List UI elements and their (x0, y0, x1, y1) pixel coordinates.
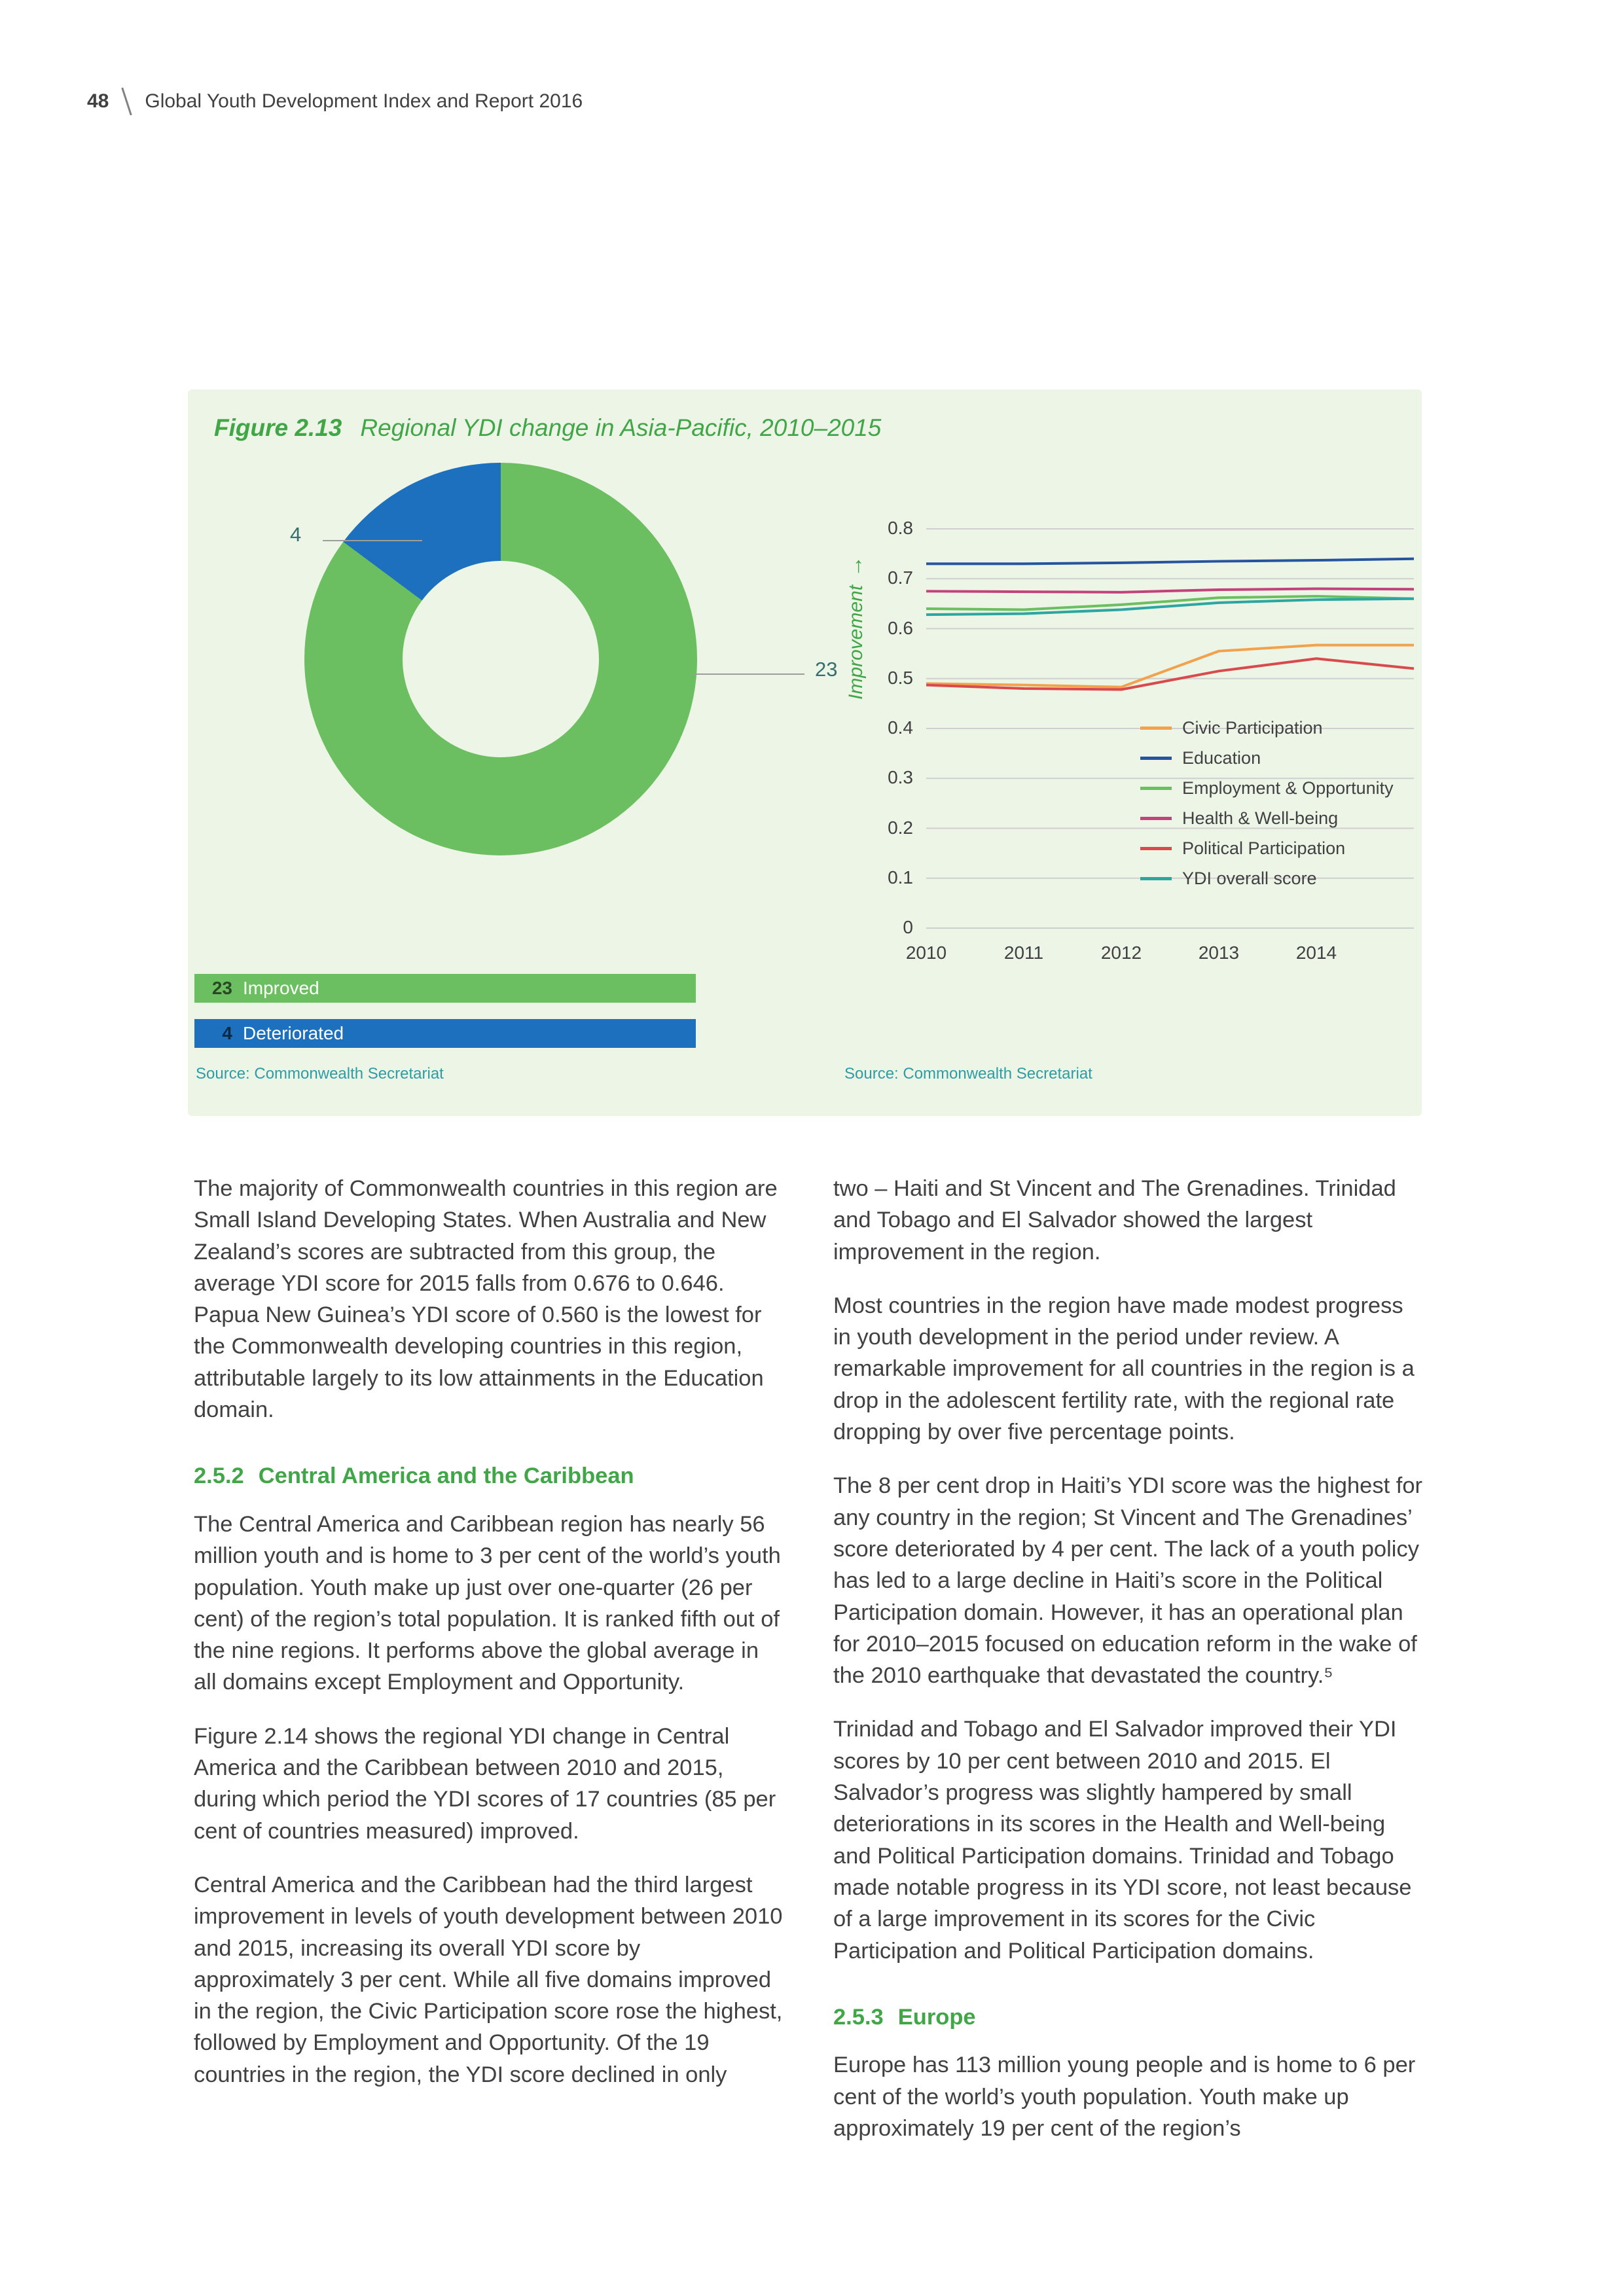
legend-item (1140, 833, 1394, 863)
series-line-health-well-being (926, 589, 1414, 592)
y-tick-label: 0 (903, 917, 913, 937)
page-number: 48 (87, 90, 109, 112)
legend-item (1140, 713, 1394, 743)
deteriorated-label: Deteriorated (243, 1023, 344, 1043)
paragraph: Figure 2.14 shows the regional YDI change in Central America and the Caribbean between 2010 and 2015, during which period the YDI scores of 17 countries (85 per cent of countries measured) improved. (194, 1723, 776, 1844)
paragraph: Most countries in the region have made modest progress in youth development in the period under review. A remarkable improvement for all countries in the region is a drop in the adolescent fertility rate, with the regional rate dropping by over five percentage points. (833, 1293, 1415, 1445)
legend-item (1140, 743, 1394, 773)
paragraph: Trinidad and Tobago and El Salvador improved their YDI scores by 10 per cent between 2010 and 2015. El Salvador’s progress was slightly hampered by small deteriorations in its scores in the Health and Well-being and Political Participation domains. Trinidad and Tobago made notable progress in its YDI score, not least because of a large improvement in its scores for the Civic Participation and Political Participation domains. (833, 1717, 1412, 1964)
page-header (87, 87, 583, 116)
donut-callout-deteriorated: 4 (290, 523, 302, 546)
right-column (833, 1173, 1424, 2166)
paragraph: Central America and the Caribbean had the third largest improvement in levels of youth development between 2010 and 2015, increasing its overall YDI score by approximately 3 per cent. While all five domains improved in the region, the Civic Participation score rose the highest, followed by Employment and Opportunity. Of the 19 countries in the region, the YDI score declined in only (194, 1872, 783, 2087)
y-tick-label: 0.7 (888, 567, 913, 588)
legend-line-swatch (1140, 787, 1172, 790)
y-tick-label: 0.3 (888, 767, 913, 788)
y-tick-label: 0.5 (888, 667, 913, 688)
section-heading-2-5-2 (194, 1461, 785, 1492)
section-number: 2.5.2 (194, 1463, 244, 1489)
figure-number: Figure 2.13 (214, 414, 342, 441)
donut-callout-line (693, 673, 804, 675)
legend-item (1140, 773, 1394, 803)
paragraph: two – Haiti and St Vincent and The Grenadines. Trinidad and Tobago and El Salvador showed the largest improvement in the region. (833, 1176, 1396, 1265)
legend-line-swatch (1140, 847, 1172, 850)
x-tick-label: 2012 (1100, 942, 1142, 963)
legend-line-swatch (1140, 726, 1172, 730)
legend-label: Employment & Opportunity (1182, 778, 1394, 798)
paragraph: Europe has 113 million young people and is home to 6 per cent of the world’s youth population. Youth make up approximately 19 per cent of the region’s (833, 2053, 1416, 2141)
donut-source: Source: Commonwealth Secretariat (196, 1065, 444, 1083)
donut-callout-line (323, 540, 422, 541)
legend-line-swatch (1140, 817, 1172, 820)
y-tick-label: 0.1 (888, 867, 913, 888)
figure-2-13-panel (188, 389, 1422, 1116)
y-tick-label: 0.2 (888, 817, 913, 838)
deteriorated-count: 4 (222, 1023, 232, 1043)
legend-item (1140, 863, 1394, 893)
legend-line-swatch (1140, 877, 1172, 880)
legend-line-swatch (1140, 757, 1172, 760)
donut-chart (304, 463, 697, 855)
x-tick-labels (905, 942, 1414, 971)
donut-callout-improved: 23 (815, 658, 838, 681)
improvement-arrow-icon: → (842, 555, 867, 577)
paragraph: The Central America and Caribbean region has nearly 56 million youth and is home to 3 per cent of the world’s youth population. Youth make up just over one-quarter (26 per cent) of the region’s total population. It is ranked fifth out of the nine regions. It performs above the global average in all domains except Employment and Opportunity. (194, 1511, 781, 1695)
y-tick-label: 0.8 (888, 518, 913, 538)
legend-label: Political Participation (1182, 838, 1346, 858)
section-title: Europe (897, 2004, 976, 2030)
legend-bar-improved (194, 974, 696, 1003)
legend-label: Civic Participation (1182, 717, 1323, 738)
y-axis-label-text: Improvement (845, 584, 867, 700)
section-title: Central America and the Caribbean (258, 1463, 634, 1489)
improved-label: Improved (243, 978, 319, 998)
y-tick-labels (853, 518, 913, 937)
legend-label: Health & Well-being (1182, 808, 1339, 828)
left-column (194, 1173, 785, 2113)
improved-count: 23 (211, 978, 232, 998)
paragraph: The majority of Commonwealth countries in this region are Small Island Developing States. When Australia and New Zealand’s scores are subtracted from this group, the average YDI score for 2015 falls from 0.676 to 0.646. Papua New Guinea’s YDI score of 0.560 is the lowest for the Commonwealth developing countries in this region, attributable largely to its low attainments in the Education domain. (194, 1176, 778, 1423)
section-number: 2.5.3 (833, 2004, 884, 2030)
x-tick-label: 2010 (905, 942, 947, 963)
running-header-title: Global Youth Development Index and Report 2016 (145, 90, 583, 112)
legend-item (1140, 803, 1394, 833)
figure-caption: Regional YDI change in Asia-Pacific, 2010–2015 (360, 414, 882, 441)
series-line-education (926, 559, 1414, 564)
legend-label: YDI overall score (1182, 868, 1317, 888)
paragraph: The 8 per cent drop in Haiti’s YDI score was the highest for any country in the region; St Vincent and The Grenadines’ score deteriorated by 4 per cent. The lack of a youth policy has led to a large decline in Haiti’s score in the Political Participation domain. However, it has an operational plan for 2010–2015 focused on education reform in the wake of the 2010 earthquake that devastated the country.⁵ (833, 1473, 1423, 1689)
y-tick-label: 0.6 (888, 617, 913, 638)
line-chart-source: Source: Commonwealth Secretariat (844, 1065, 1092, 1083)
x-tick-label: 2011 (1003, 942, 1044, 963)
legend-label: Education (1182, 747, 1261, 768)
section-heading-2-5-3 (833, 2002, 1424, 2033)
figure-title (214, 414, 881, 442)
legend-bar-deteriorated (194, 1019, 696, 1048)
x-tick-label: 2013 (1198, 942, 1240, 963)
x-tick-label: 2014 (1295, 942, 1337, 963)
y-tick-label: 0.4 (888, 717, 913, 738)
chart-legend (1140, 713, 1394, 893)
header-divider (122, 88, 132, 116)
